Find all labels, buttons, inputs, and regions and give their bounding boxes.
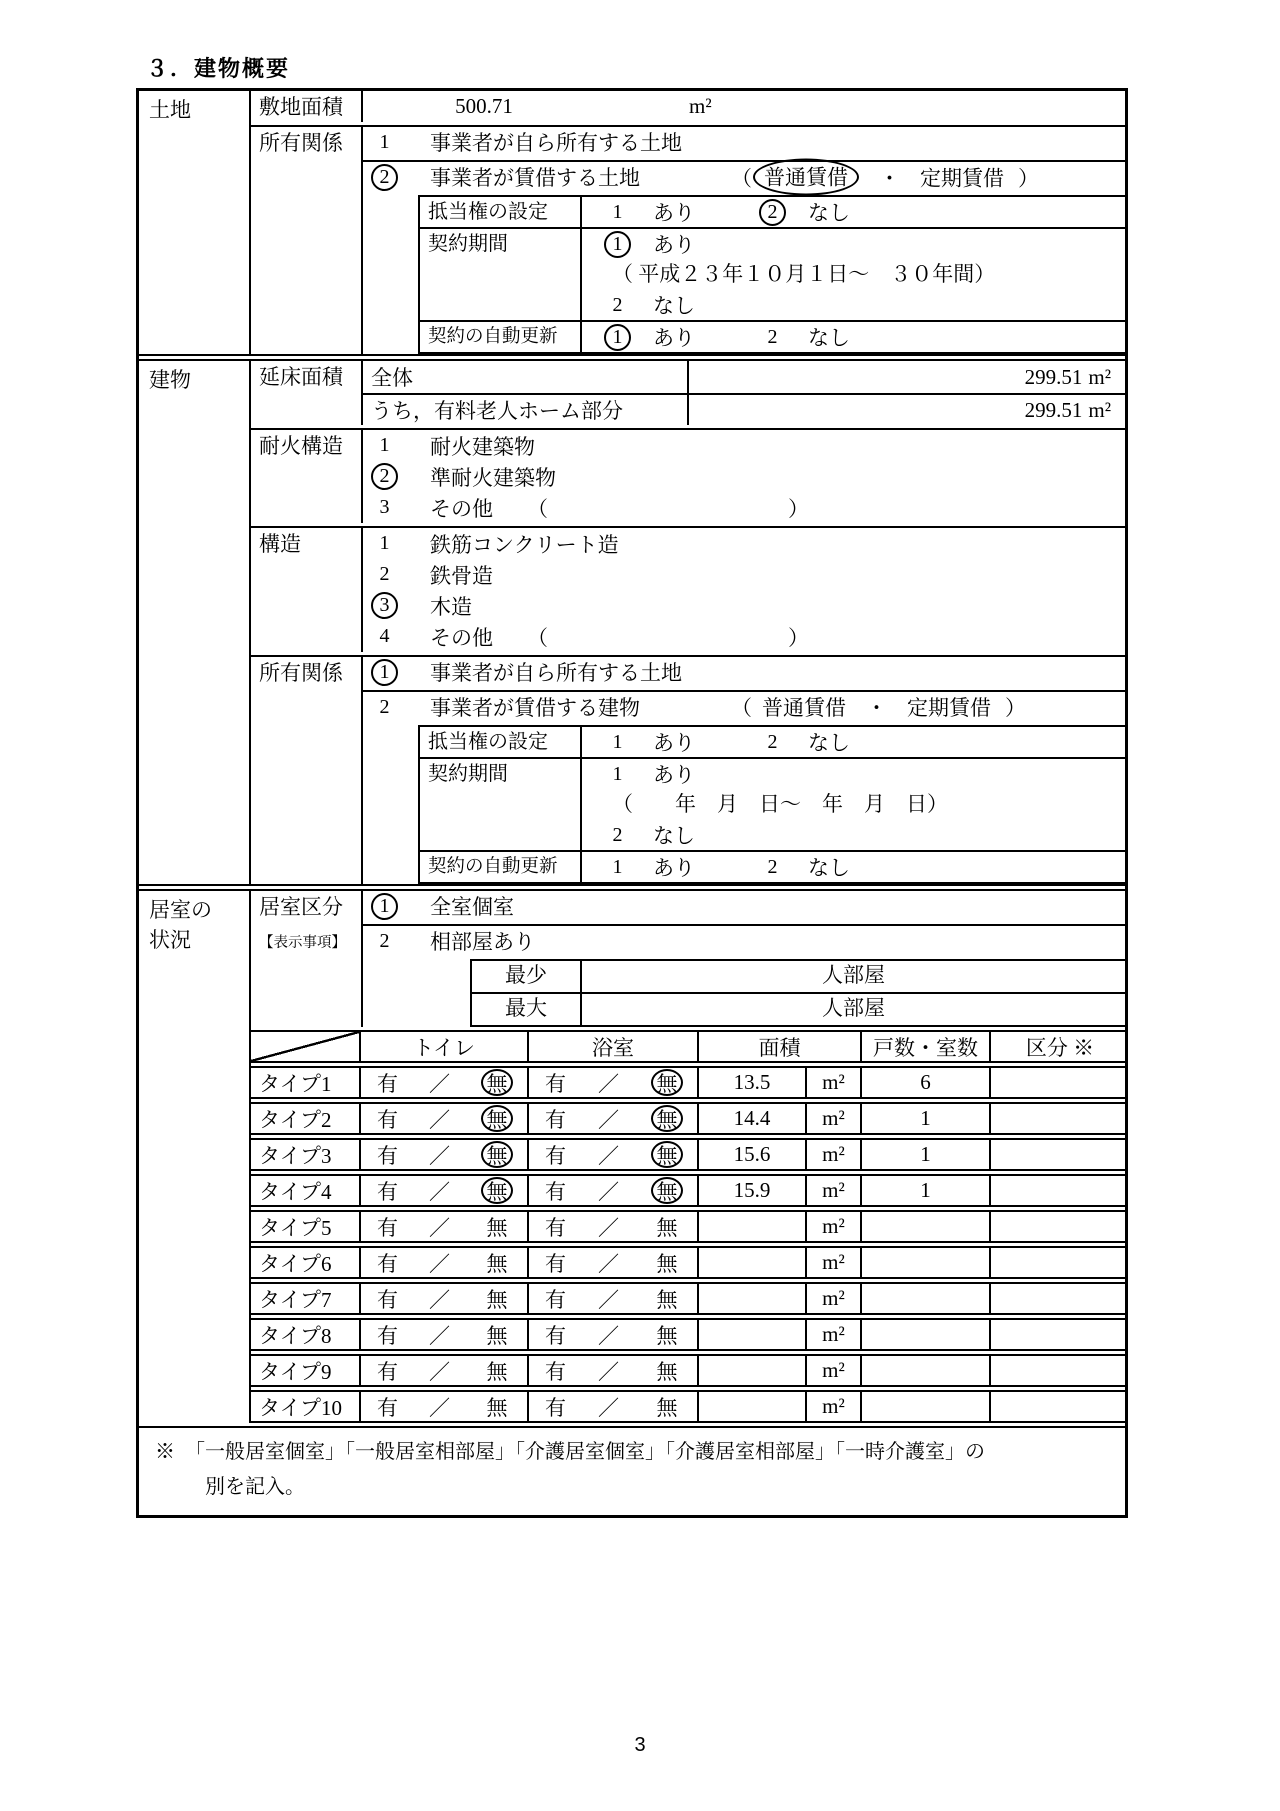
structure-option-2: 2 鉄骨造 <box>379 563 493 588</box>
room-type-row <box>251 1282 1125 1315</box>
room-area-unit: m² <box>807 1140 862 1169</box>
toilet-availability-cell <box>361 1140 529 1169</box>
fireproof-label: 耐火構造 <box>251 430 363 523</box>
have-label: 有 <box>545 1071 566 1096</box>
fireproof-row <box>251 428 1125 523</box>
room-area-unit: m² <box>807 1176 862 1205</box>
slash: ／ <box>429 1395 450 1420</box>
room-type-label: タイプ8 <box>251 1320 361 1349</box>
land-lease-type: （ 普通賃借 ・ 定期賃借 ） <box>731 159 1039 196</box>
building-ownership-row <box>251 655 1125 884</box>
fireproof-option-1: 1 耐火建築物 <box>379 434 535 459</box>
room-area-unit: m² <box>807 1356 862 1385</box>
slash: ／ <box>598 1143 619 1168</box>
room-area-unit: m² <box>807 1392 862 1421</box>
footnote-line-1: ※ 「一般居室個室」「一般居室相部屋」「介護居室個室」「介護居室相部屋」「一時介護室」の <box>155 1441 985 1463</box>
header-bath: 浴室 <box>529 1032 699 1061</box>
room-type-label: タイプ4 <box>251 1176 361 1205</box>
room-category-option-1-selected: 1 全室個室 <box>363 891 1125 921</box>
none-label-circled: 無 <box>651 1105 683 1132</box>
shared-room-min-row: 最少 人部屋 <box>472 961 1125 992</box>
bath-availability-cell <box>529 1284 699 1313</box>
room-type-row <box>251 1102 1125 1135</box>
structure-row <box>251 526 1125 652</box>
slash: ／ <box>598 1287 619 1312</box>
toilet-availability-cell <box>361 1392 529 1421</box>
header-kubun: 区分 ※ <box>1025 1035 1095 1060</box>
floor-area-total: 全体 299.51 m² <box>363 361 1125 393</box>
none-label-circled: 無 <box>481 1177 513 1204</box>
room-kubun-value <box>991 1284 1129 1313</box>
have-label: 有 <box>545 1395 566 1420</box>
floor-area-row <box>251 361 1125 425</box>
building-contract-period-detail: （ 年 月 日～ 年 月 日） <box>612 792 948 816</box>
room-category-label: 居室区分 【表示事項】 <box>251 891 363 1027</box>
bath-availability-cell <box>529 1320 699 1349</box>
room-type-label: タイプ3 <box>251 1140 361 1169</box>
building-lease-type: （ 普通賃借 ・ 定期賃借 ） <box>731 696 1026 720</box>
have-label: 有 <box>377 1215 398 1240</box>
room-area-value: 15.9 <box>699 1176 807 1205</box>
none-label-circled: 無 <box>481 1069 513 1096</box>
have-label: 有 <box>545 1251 566 1276</box>
slash: ／ <box>429 1359 450 1384</box>
have-label: 有 <box>377 1251 398 1276</box>
slash: ／ <box>429 1071 450 1096</box>
room-area-unit: m² <box>807 1320 862 1349</box>
have-label: 有 <box>545 1143 566 1168</box>
room-type-label: タイプ1 <box>251 1068 361 1097</box>
slash: ／ <box>598 1359 619 1384</box>
bath-availability-cell <box>529 1068 699 1097</box>
have-label: 有 <box>545 1359 566 1384</box>
room-area-unit: m² <box>807 1212 862 1241</box>
land-ownership-option-2-selected: 2 事業者が賃借する土地 （ 普通賃借 ・ 定期賃借 ） <box>363 160 1125 192</box>
building-ownership-option-2: 2 事業者が賃借する建物 （ 普通賃借 ・ 定期賃借 ） <box>363 690 1125 722</box>
footnote-line-2: 別を記入。 <box>205 1476 305 1498</box>
bath-availability-cell <box>529 1140 699 1169</box>
toilet-availability-cell <box>361 1248 529 1277</box>
section-land <box>139 91 1125 356</box>
toilet-availability-cell <box>361 1320 529 1349</box>
structure-option-1: 1 鉄筋コンクリート造 <box>379 532 619 557</box>
shared-room-max-row: 最大 人部屋 <box>472 992 1125 1025</box>
site-area-value: 500.71 <box>455 94 513 118</box>
circled-option-number: 3 <box>371 592 398 619</box>
land-lease-details <box>418 195 1125 354</box>
toilet-availability-cell <box>361 1356 529 1385</box>
structure-option-3-selected: 3 木造 <box>363 590 1125 621</box>
none-label: 無 <box>486 1287 508 1312</box>
have-label: 有 <box>545 1287 566 1312</box>
land-auto-renewal-row: 契約の自動更新 1 あり 2 なし <box>420 320 1125 352</box>
room-kubun-value <box>991 1392 1129 1421</box>
structure-option-4: 4 その他 （ ） <box>379 625 809 650</box>
slash: ／ <box>598 1179 619 1204</box>
have-label: 有 <box>377 1323 398 1348</box>
circled-option-number: 1 <box>371 893 398 920</box>
header-count: 戸数・室数 <box>862 1032 991 1061</box>
section-building-label: 建物 <box>139 361 251 884</box>
room-count-value <box>862 1356 991 1385</box>
room-area-unit: m² <box>807 1068 862 1097</box>
room-type-label: タイプ5 <box>251 1212 361 1241</box>
room-kubun-value <box>991 1140 1129 1169</box>
none-label: 無 <box>656 1215 678 1240</box>
room-type-row <box>251 1318 1125 1351</box>
none-label-circled: 無 <box>651 1141 683 1168</box>
have-label: 有 <box>545 1215 566 1240</box>
room-area-value <box>699 1284 807 1313</box>
circled-option-number: 2 <box>759 199 786 226</box>
have-label: 有 <box>377 1179 398 1204</box>
none-label: 無 <box>656 1395 678 1420</box>
floor-area-label: 延床面積 <box>251 361 363 425</box>
room-type-row <box>251 1174 1125 1207</box>
building-mortgage-row: 抵当権の設定 1 あり 2 なし <box>420 727 1125 757</box>
none-label: 無 <box>486 1359 508 1384</box>
room-type-label: タイプ7 <box>251 1284 361 1313</box>
bath-availability-cell <box>529 1176 699 1205</box>
section-rooms-label: 居室の 状況 <box>139 891 251 1423</box>
room-area-unit: m² <box>807 1284 862 1313</box>
toilet-availability-cell <box>361 1104 529 1133</box>
page-number: 3 <box>634 1734 646 1756</box>
room-kubun-value <box>991 1212 1129 1241</box>
room-kubun-value <box>991 1176 1129 1205</box>
land-mortgage-row: 抵当権の設定 1 あり 2 なし <box>420 197 1125 227</box>
have-label: 有 <box>377 1359 398 1384</box>
room-area-value <box>699 1356 807 1385</box>
toilet-availability-cell <box>361 1284 529 1313</box>
fireproof-option-3: 3 その他 （ ） <box>379 496 809 521</box>
room-category-option-2: 2 相部屋あり <box>363 924 1125 956</box>
bath-availability-cell <box>529 1248 699 1277</box>
room-count-value <box>862 1320 991 1349</box>
room-type-label: タイプ2 <box>251 1104 361 1133</box>
site-area-label: 敷地面積 <box>251 91 363 122</box>
room-kubun-value <box>991 1104 1129 1133</box>
none-label: 無 <box>656 1287 678 1312</box>
slash: ／ <box>598 1107 619 1132</box>
none-label: 無 <box>486 1395 508 1420</box>
floor-area-home-part: うち，有料老人ホーム部分 299.51 m² <box>363 393 1125 425</box>
building-contract-period-row: 契約期間 1 あり （ 年 月 日～ 年 月 日） 2 なし <box>420 757 1125 850</box>
slash: ／ <box>598 1251 619 1276</box>
room-area-value <box>699 1392 807 1421</box>
slash: ／ <box>429 1323 450 1348</box>
header-area: 面積 <box>699 1032 862 1061</box>
room-type-header-row <box>251 1030 1125 1063</box>
floor-area-home-value: 299.51 <box>1024 397 1083 422</box>
room-count-value <box>862 1212 991 1241</box>
room-count-value: 1 <box>862 1104 991 1133</box>
fireproof-option-2-selected: 2 準耐火建築物 <box>363 461 1125 492</box>
none-label: 無 <box>486 1215 508 1240</box>
room-area-value: 14.4 <box>699 1104 807 1133</box>
room-type-row <box>251 1066 1125 1099</box>
none-label-circled: 無 <box>651 1069 683 1096</box>
land-ownership-row <box>251 125 1125 354</box>
room-count-value: 1 <box>862 1140 991 1169</box>
have-label: 有 <box>545 1107 566 1132</box>
toilet-availability-cell <box>361 1176 529 1205</box>
room-kubun-value <box>991 1356 1129 1385</box>
slash: ／ <box>598 1215 619 1240</box>
site-area-unit: m² <box>689 94 712 118</box>
have-label: 有 <box>545 1179 566 1204</box>
room-area-value: 13.5 <box>699 1068 807 1097</box>
bath-availability-cell <box>529 1392 699 1421</box>
shared-room-minmax-table <box>470 959 1125 1027</box>
bath-availability-cell <box>529 1212 699 1241</box>
room-kubun-value <box>991 1068 1129 1097</box>
room-category-row <box>251 891 1125 1027</box>
none-label: 無 <box>656 1323 678 1348</box>
room-type-row <box>251 1354 1125 1387</box>
slash: ／ <box>429 1287 450 1312</box>
floor-area-total-value: 299.51 <box>1024 364 1083 389</box>
room-area-unit: m² <box>807 1248 862 1277</box>
slash: ／ <box>429 1179 450 1204</box>
toilet-availability-cell <box>361 1068 529 1097</box>
section-rooms <box>139 889 1125 1423</box>
lease-normal-circled: 普通賃借 <box>753 159 859 196</box>
room-type-label: タイプ9 <box>251 1356 361 1385</box>
slash: ／ <box>429 1143 450 1168</box>
room-area-unit: m² <box>807 1104 862 1133</box>
room-count-value <box>862 1248 991 1277</box>
room-kubun-value <box>991 1320 1129 1349</box>
diagonal-header-cell <box>251 1032 361 1061</box>
section-land-label: 土地 <box>139 91 251 354</box>
land-ownership-option-1: 1 事業者が自ら所有する土地 <box>363 127 1125 157</box>
room-count-value <box>862 1284 991 1313</box>
slash: ／ <box>429 1107 450 1132</box>
slash: ／ <box>598 1395 619 1420</box>
none-label-circled: 無 <box>651 1177 683 1204</box>
circled-option-number: 1 <box>604 324 631 351</box>
bath-availability-cell <box>529 1104 699 1133</box>
have-label: 有 <box>377 1287 398 1312</box>
room-type-row <box>251 1138 1125 1171</box>
room-count-value: 6 <box>862 1068 991 1097</box>
circled-option-number: 1 <box>371 659 398 686</box>
none-label: 無 <box>656 1251 678 1276</box>
page-title: ３．建物概要 <box>146 56 291 81</box>
land-contract-period-detail: （ 平成２３年１０月１日～ ３０年間） <box>612 262 996 286</box>
room-area-value <box>699 1212 807 1241</box>
room-count-value <box>862 1392 991 1421</box>
have-label: 有 <box>377 1395 398 1420</box>
structure-label: 構造 <box>251 528 363 652</box>
display-item-note: 【表示事項】 <box>259 935 346 951</box>
none-label-circled: 無 <box>481 1105 513 1132</box>
have-label: 有 <box>545 1323 566 1348</box>
bath-availability-cell <box>529 1356 699 1385</box>
building-overview-table <box>136 88 1128 1518</box>
slash: ／ <box>429 1251 450 1276</box>
circled-option-number: 1 <box>604 231 631 258</box>
room-type-label: タイプ6 <box>251 1248 361 1277</box>
have-label: 有 <box>377 1071 398 1096</box>
header-toilet: トイレ <box>361 1032 529 1061</box>
footnote <box>139 1426 1125 1515</box>
none-label: 無 <box>656 1359 678 1384</box>
none-label-circled: 無 <box>481 1141 513 1168</box>
circled-option-number: 2 <box>371 164 398 191</box>
slash: ／ <box>429 1215 450 1240</box>
room-type-row <box>251 1390 1125 1423</box>
slash: ／ <box>598 1323 619 1348</box>
room-type-row <box>251 1210 1125 1243</box>
none-label: 無 <box>486 1251 508 1276</box>
land-contract-period-row: 契約期間 1 あり （ 平成２３年１０月１日～ ３０年間） 2 なし <box>420 227 1125 320</box>
room-area-value: 15.6 <box>699 1140 807 1169</box>
room-area-value <box>699 1248 807 1277</box>
room-area-value <box>699 1320 807 1349</box>
site-area-row <box>251 91 1125 122</box>
slash: ／ <box>598 1071 619 1096</box>
option-number: 1 <box>379 130 390 153</box>
room-count-value: 1 <box>862 1176 991 1205</box>
toilet-availability-cell <box>361 1212 529 1241</box>
none-label: 無 <box>486 1323 508 1348</box>
room-kubun-value <box>991 1248 1129 1277</box>
building-auto-renewal-row: 契約の自動更新 1 あり 2 なし <box>420 850 1125 882</box>
building-ownership-label: 所有関係 <box>251 657 363 884</box>
land-ownership-label: 所有関係 <box>251 127 363 354</box>
circled-option-number: 2 <box>371 463 398 490</box>
have-label: 有 <box>377 1107 398 1132</box>
building-ownership-option-1-selected: 1 事業者が自ら所有する土地 <box>363 657 1125 687</box>
section-building <box>139 359 1125 886</box>
room-type-row <box>251 1246 1125 1279</box>
have-label: 有 <box>377 1143 398 1168</box>
room-type-label: タイプ10 <box>251 1392 361 1421</box>
building-lease-details <box>418 725 1125 884</box>
